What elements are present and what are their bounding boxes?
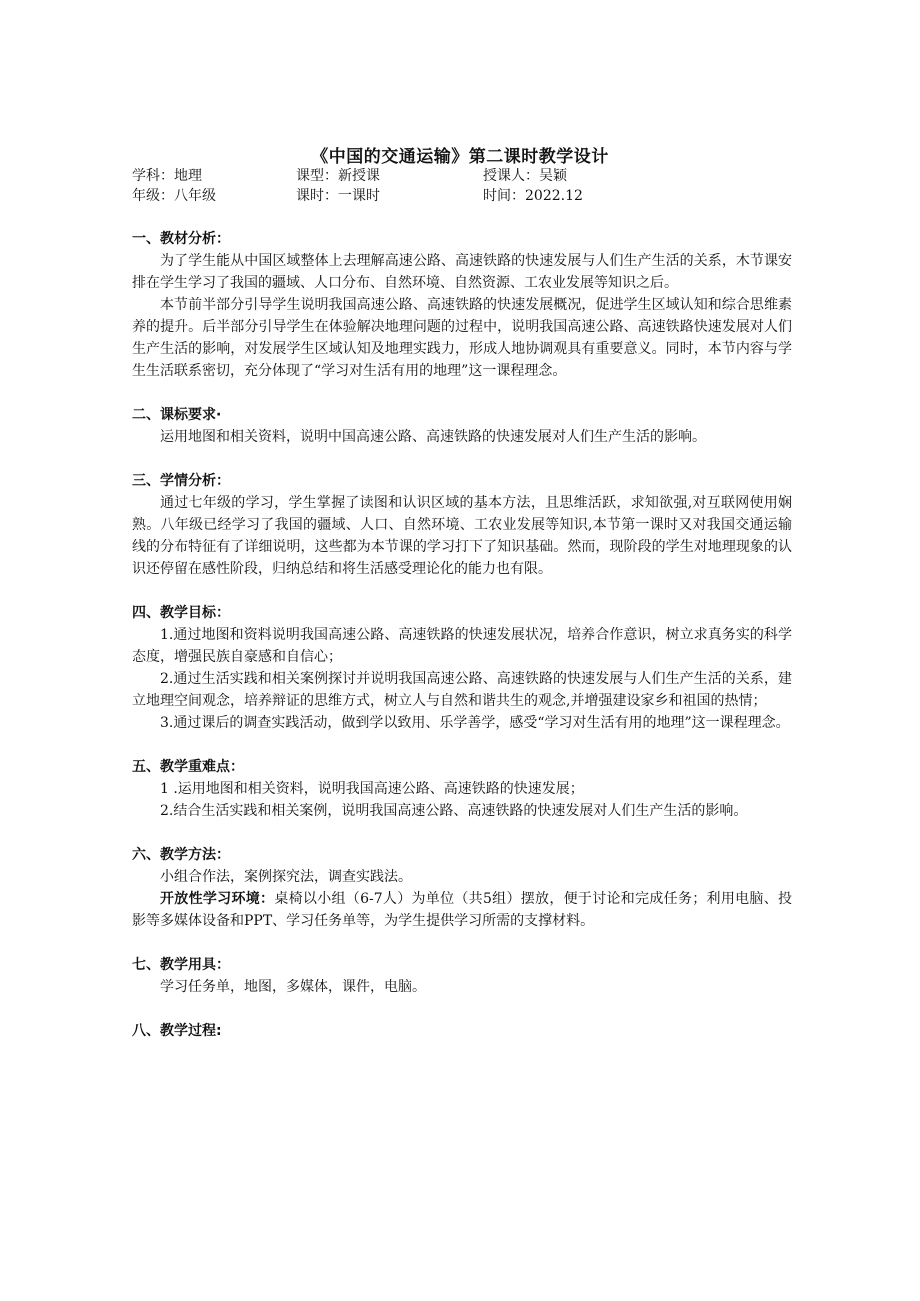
section-student-analysis	[132, 470, 792, 580]
document-body	[132, 228, 792, 1042]
document-title: 《中国的交通运输》第二课时教学设计	[311, 147, 609, 167]
section-heading: 五、教学重难点：	[132, 759, 244, 775]
section-heading: 六、教学方法：	[132, 847, 230, 863]
paragraph-open-environment	[132, 888, 792, 932]
meta-subject: 学科：地理	[132, 168, 202, 184]
section-heading: 八、教学过程:	[132, 1023, 222, 1039]
section-heading: 一、教材分析：	[132, 231, 230, 247]
objective-item: 2.通过生活实践和相关案例探讨并说明我国高速公路、高速铁路的快速发展与人们生产生活的关系，建立地理空间观念，培养辩证的思维方式，树立人与自然和谐共生的观念,并增强建设家乡和祖国的热情；	[132, 671, 792, 709]
section-teaching-objectives	[132, 602, 792, 734]
section-heading: 四、教学目标：	[132, 605, 230, 621]
paragraph: 通过七年级的学习，学生掌握了读图和认识区域的基本方法，且思维活跃，求知欲强,对互联网使用娴熟。八年级已经学习了我国的疆域、人口、自然环境、工农业发展等知识,本节第一课时又对我国交通运输线的分布特征有了详细说明，这些都为本节课的学习打下了知识基础。然而，现阶段的学生对地理现象的认识还停留在感性阶段，归纳总结和将生活感受理论化的能力也有限。	[132, 495, 792, 577]
paragraph: 运用地图和相关资料，说明中国高速公路、高速铁路的快速发展对人们生产生活的影响。	[160, 429, 706, 445]
meta-period: 课时：一课时	[296, 188, 380, 204]
section-heading: 二、课标要求·	[132, 407, 222, 423]
paragraph: 为了学生能从中国区域整体上去理解高速公路、高速铁路的快速发展与人们生产生活的关系，木节课安排在学生学习了我国的疆域、人口分布、自然环境、自然资源、工农业发展等知识之后。	[132, 253, 792, 291]
paragraph: 小组合作法，案例探究法，调查实践法。	[160, 869, 412, 885]
meta-grade: 年级：八年级	[132, 188, 216, 204]
section-teaching-process	[132, 1020, 792, 1042]
key-point-item: 2.结合生活实践和相关案例，说明我国高速公路、高速铁路的快速发展对人们生产生活的影响。	[160, 803, 748, 819]
objective-item: 1.通过地图和资料说明我国高速公路、高速铁路的快速发展状况，培养合作意识，树立求真务实的科学态度，增强民族自豪感和自信心；	[132, 627, 792, 665]
meta-lesson-type: 课型：新授课	[296, 168, 380, 184]
section-heading: 七、教学用具：	[132, 957, 230, 973]
section-heading: 三、学情分析：	[132, 473, 230, 489]
section-teaching-methods	[132, 844, 792, 932]
paragraph: 本节前半部分引导学生说明我国高速公路、高速铁路的快速发展概况，促进学生区域认知和综合思维素养的提升。后半部分引导学生在体验解决地理问题的过程中，说明我国高速公路、高速铁路快速发展对人们生产生活的影响，对发展学生区域认知及地理实践力，形成人地协调观具有重要意义。同时，本节内容与学生生活联系密切，充分体现了“学习对生活有用的地理”这一课程理念。	[132, 297, 792, 379]
meta-time: 时间：2022.12	[483, 188, 583, 204]
open-environment-label: 开放性学习环境：	[160, 891, 275, 907]
open-environment-text: 桌椅以小组（6-7人）为单位（共5组）摆放，便于讨论和完成任务；利用电脑、投影等多媒体设备和PPT、学习任务单等，为学生提供学习所需的支撑材料。	[132, 891, 793, 929]
section-textbook-analysis	[132, 228, 792, 382]
meta-teacher: 授课人：吴颖	[483, 168, 567, 184]
section-curriculum-requirements	[132, 404, 792, 448]
objective-item: 3.通过课后的调查实践活动，做到学以致用、乐学善学，感受“学习对生活有用的地理”这一课程理念。	[160, 715, 790, 731]
key-point-item: 1 .运用地图和相关资料，说明我国高速公路、高速铁路的快速发展；	[160, 781, 584, 797]
section-key-difficult-points	[132, 756, 792, 822]
paragraph: 学习任务单，地图，多媒体，课件，电脑。	[160, 979, 426, 995]
section-teaching-aids	[132, 954, 792, 998]
